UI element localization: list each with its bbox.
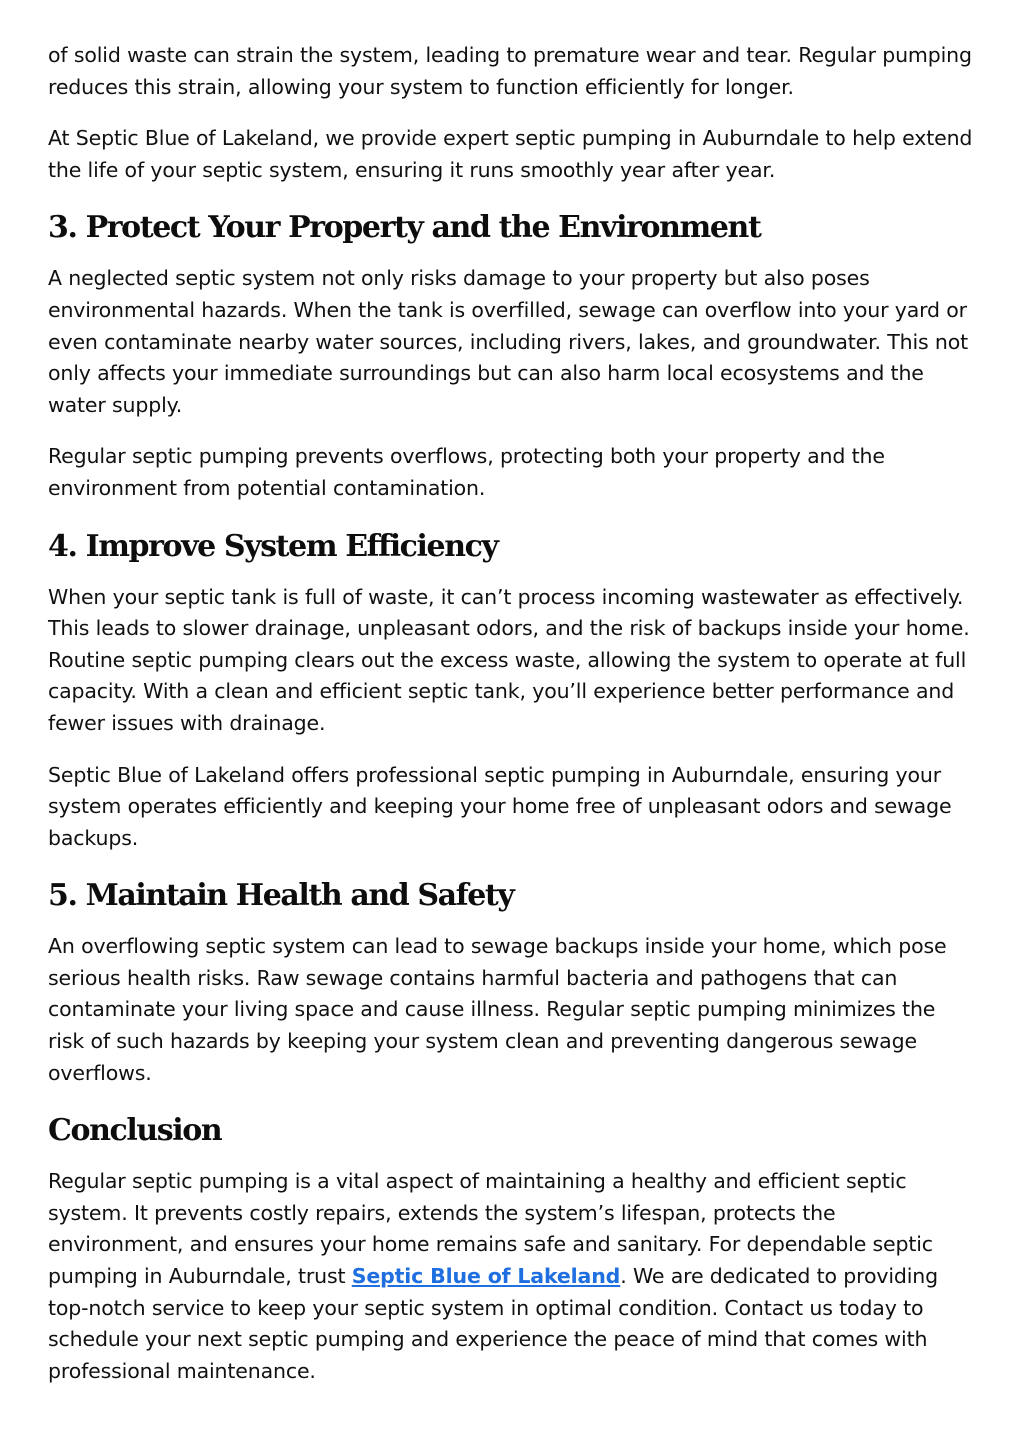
- septic-blue-link[interactable]: Septic Blue of Lakeland: [351, 1264, 621, 1289]
- conclusion-text-before: Regular septic pumping is a vital aspect of maintaining a healthy and efficient septic system. It prevents costly repairs, extends the system’s lifespan, protects the environment, and ensures your home remains safe and sanitary. For dependable septic pumping in Auburndale, trust: [48, 1169, 933, 1289]
- section-5-paragraph-1: An overflowing septic system can lead to sewage backups inside your home, which pose serious health risks. Raw sewage contains harmful bacteria and pathogens that can contaminate your living space and cause illness. Regular septic pumping minimizes the risk of such hazards by keeping your system clean and preventing dangerous sewage overflows.: [48, 934, 947, 1085]
- conclusion-paragraph: [48, 1166, 976, 1387]
- article-content: [48, 40, 976, 1387]
- intro-paragraph-2: At Septic Blue of Lakeland, we provide expert septic pumping in Auburndale to help extend the life of your septic system, ensuring it runs smoothly year after year.: [48, 126, 973, 182]
- conclusion-text-after: . We are dedicated to providing top-notch service to keep your septic system in optimal condition. Contact us today to schedule your next septic pumping and experience the peace of mind that comes with professional maintenance.: [48, 1264, 938, 1383]
- section-4-heading: 4. Improve System Efficiency: [48, 528, 498, 564]
- section-3-heading: 3. Protect Your Property and the Environment: [48, 210, 761, 246]
- intro-paragraph-1: of solid waste can strain the system, leading to premature wear and tear. Regular pumping reduces this strain, allowing your system to function efficiently for longer.: [48, 43, 972, 99]
- section-3-paragraph-1: A neglected septic system not only risks damage to your property but also poses environmental hazards. When the tank is overfilled, sewage can overflow into your yard or even contaminate nearby water sources, including rivers, lakes, and groundwater. This not only affects your immediate surroundings but can also harm local ecosystems and the water supply.: [48, 266, 969, 417]
- section-4-paragraph-1: When your septic tank is full of waste, it can’t process incoming wastewater as effectively. This leads to slower drainage, unpleasant odors, and the risk of backups inside your home. Routine septic pumping clears out the excess waste, allowing the system to operate at full capacity. With a clean and efficient septic tank, you’ll experience better performance and fewer issues with drainage.: [48, 584, 970, 735]
- conclusion-heading: Conclusion: [48, 1113, 222, 1149]
- section-3-paragraph-2: Regular septic pumping prevents overflows, protecting both your property and the environment from potential contamination.: [48, 444, 885, 500]
- section-4-paragraph-2: Septic Blue of Lakeland offers professional septic pumping in Auburndale, ensuring your system operates efficiently and keeping your home free of unpleasant odors and sewage backups.: [48, 762, 952, 850]
- section-5-heading: 5. Maintain Health and Safety: [48, 878, 514, 914]
